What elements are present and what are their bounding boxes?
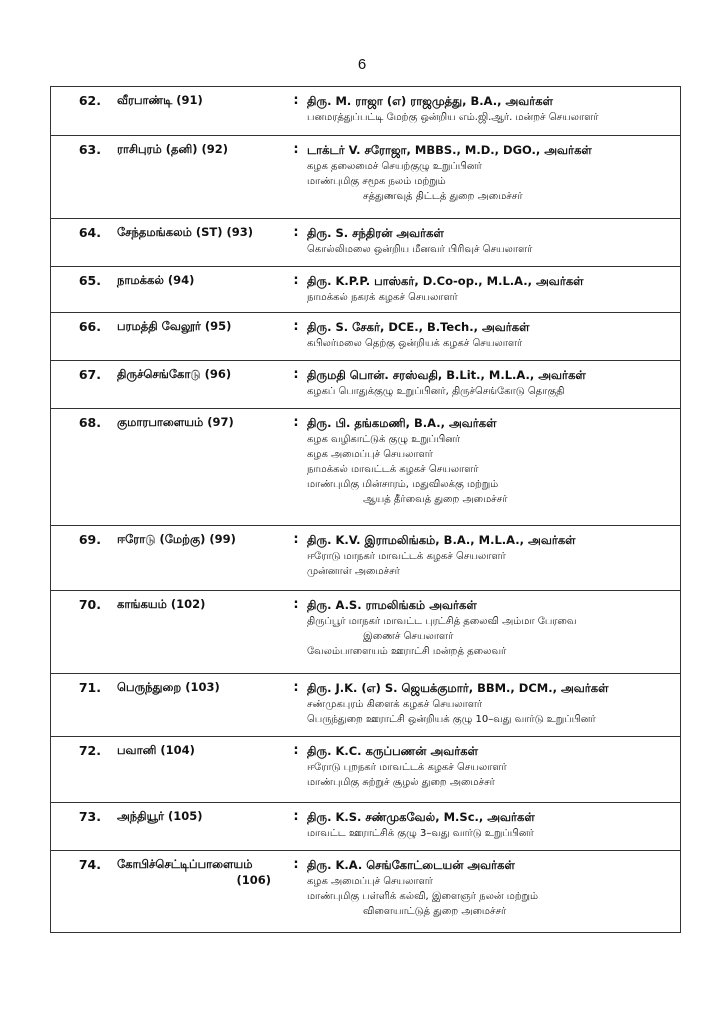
serial-number: 73. (51, 803, 116, 851)
candidate-details (305, 674, 681, 737)
candidate-post: மாவட்ட ஊராட்சிக் குழு 3–வது வார்டு உறுப்பினர் (307, 828, 534, 839)
candidate-post: திருப்பூர் மாநகர் மாவட்ட புரட்சித் தலைவி அம்மா பேரவை (307, 616, 577, 627)
candidate-name: திரு. K.A. செங்கோட்டையன் அவர்கள் (307, 858, 515, 872)
constituency-name: பரமத்தி வேலூர் (95) (115, 313, 287, 361)
table-row (51, 526, 681, 591)
candidate-details (305, 313, 681, 361)
serial-number: 71. (51, 674, 116, 737)
candidate-details (305, 361, 681, 409)
table-row (51, 313, 681, 361)
candidate-details (305, 87, 681, 136)
candidate-post: விளையாட்டுத் துறை அமைச்சர் (363, 906, 507, 917)
serial-number: 62. (51, 87, 116, 136)
candidate-post: கழக வழிகாட்டுக் குழு உறுப்பினர் (307, 434, 461, 445)
colon-separator: : (287, 591, 305, 674)
candidate-post: மாண்புமிகு சமூக நலம் மற்றும் (307, 176, 446, 187)
candidate-post: வேலம்பாளையம் ஊராட்சி மன்றத் தலைவர் (307, 646, 507, 657)
colon-separator: : (287, 87, 305, 136)
constituency-name: அந்தியூர் (105) (115, 803, 287, 851)
candidate-details (305, 219, 681, 267)
candidate-post: மாண்புமிகு சுற்றுச் சூழல் துறை அமைச்சர் (307, 777, 495, 788)
table-row (51, 361, 681, 409)
candidate-details (305, 136, 681, 219)
table-row (51, 267, 681, 313)
colon-separator: : (287, 803, 305, 851)
constituency-name: பெருந்துறை (103) (115, 674, 287, 737)
table-row (51, 674, 681, 737)
colon-separator: : (287, 409, 305, 526)
candidate-post: பெருந்துறை ஊராட்சி ஒன்றியக் குழு 10–வது வார்டு உறுப்பினர் (307, 714, 596, 725)
candidate-post: ஆயத் தீர்வைத் துறை அமைச்சர் (363, 494, 508, 505)
colon-separator: : (287, 219, 305, 267)
candidate-post: இணைச் செயலாளர் (363, 631, 454, 642)
constituency-name: பவானி (104) (115, 737, 287, 803)
candidate-name: திரு. J.K. (எ) S. ஜெயக்குமார், BBM., DCM., அவர்கள் (307, 681, 609, 695)
colon-separator: : (287, 851, 305, 933)
serial-number: 68. (51, 409, 116, 526)
table-row (51, 803, 681, 851)
candidate-post: கொல்லிமலை ஒன்றிய மீனவர் பிரிவுச் செயலாளர் (307, 244, 533, 255)
candidate-name: திரு. K.V. இராமலிங்கம், B.A., M.L.A., அவர்கள் (307, 533, 576, 547)
candidate-details (305, 591, 681, 674)
candidate-name: திரு. K.P.P. பாஸ்கர், D.Co-op., M.L.A., அவர்கள் (307, 274, 584, 288)
candidate-post: பனமரத்துப்பட்டி மேற்கு ஒன்றிய எம்.ஜி.ஆர். மன்றச் செயலாளர் (307, 112, 599, 123)
constituency-name: குமாரபாளையம் (97) (115, 409, 287, 526)
table-row (51, 737, 681, 803)
constituency-name: வீரபாண்டி (91) (115, 87, 287, 136)
candidate-post: கழக தலைமைச் செயற்குழு உறுப்பினர் (307, 161, 482, 172)
table-row (51, 851, 681, 933)
candidate-name: திரு. A.S. ராமலிங்கம் அவர்கள் (307, 598, 477, 612)
constituency-label: கோபிச்செட்டிப்பாளையம் (117, 857, 253, 871)
candidate-details (305, 409, 681, 526)
candidate-post: மாண்புமிகு பள்ளிக் கல்வி, இளைஞர் நலன் மற்றும் (307, 891, 539, 902)
serial-number: 63. (51, 136, 116, 219)
candidate-post: மாண்புமிகு மின்சாரம், மதுவிலக்கு மற்றும் (307, 479, 499, 490)
constituency-number: (106) (236, 873, 271, 887)
constituency-name: சேந்தமங்கலம் (ST) (93) (115, 219, 287, 267)
candidate-name: திரு. S. சந்திரன் அவர்கள் (307, 226, 444, 240)
candidate-post: கழக அமைப்புச் செயலாளர் (307, 449, 433, 460)
serial-number: 66. (51, 313, 116, 361)
candidate-name: திரு. K.C. கருப்பணன் அவர்கள் (307, 744, 478, 758)
colon-separator: : (287, 737, 305, 803)
table-row (51, 219, 681, 267)
candidate-name: திரு. S. சேகர், DCE., B.Tech., அவர்கள் (307, 320, 530, 334)
candidate-post: முன்னாள் அமைச்சர் (307, 566, 400, 577)
serial-number: 67. (51, 361, 116, 409)
candidate-post: கழக அமைப்புச் செயலாளர் (307, 876, 433, 887)
table-row (51, 136, 681, 219)
candidate-table (50, 86, 681, 933)
constituency-name (115, 851, 287, 933)
colon-separator: : (287, 313, 305, 361)
serial-number: 65. (51, 267, 116, 313)
serial-number: 69. (51, 526, 116, 591)
candidate-post: நாமக்கல் மாவட்டக் கழகச் செயலாளர் (307, 464, 479, 475)
constituency-name: திருச்செங்கோடு (96) (115, 361, 287, 409)
candidate-details (305, 803, 681, 851)
table-row (51, 591, 681, 674)
candidate-post: ஈரோடு மாநகர் மாவட்டக் கழகச் செயலாளர் (307, 551, 506, 562)
serial-number: 64. (51, 219, 116, 267)
colon-separator: : (287, 361, 305, 409)
colon-separator: : (287, 674, 305, 737)
constituency-name: காங்கயம் (102) (115, 591, 287, 674)
table-row (51, 87, 681, 136)
candidate-post: கபிலர்மலை தெற்கு ஒன்றியக் கழகச் செயலாளர் (307, 338, 523, 349)
colon-separator: : (287, 136, 305, 219)
candidate-name: திரு. K.S. சண்முகவேல், M.Sc., அவர்கள் (307, 810, 535, 824)
page-number: 6 (357, 56, 367, 73)
constituency-name: நாமக்கல் (94) (115, 267, 287, 313)
candidate-name: திரு. பி. தங்கமணி, B.A., அவர்கள் (307, 416, 497, 430)
candidate-name: திருமதி பொன். சரஸ்வதி, B.Lit., M.L.A., அவர்கள் (307, 368, 586, 382)
candidate-details (305, 267, 681, 313)
candidate-post: கழகப் பொதுக்குழு உறுப்பினர், திருச்செங்கோடு தொகுதி (307, 386, 565, 397)
constituency-name: ஈரோடு (மேற்கு) (99) (115, 526, 287, 591)
candidate-details (305, 526, 681, 591)
candidate-post: ஈரோடு புறநகர் மாவட்டக் கழகச் செயலாளர் (307, 762, 507, 773)
candidate-name: டாக்டர் V. சரோஜா, MBBS., M.D., DGO., அவர்கள் (307, 143, 592, 157)
candidate-post: சண்முகபுரம் கிளைக் கழகச் செயலாளர் (307, 699, 483, 710)
candidate-name: திரு. M. ராஜா (எ) ராஜமுத்து, B.A., அவர்கள் (307, 94, 553, 108)
candidate-post: சத்துணவுத் திட்டத் துறை அமைச்சர் (363, 191, 523, 202)
candidate-details (305, 851, 681, 933)
colon-separator: : (287, 267, 305, 313)
serial-number: 72. (51, 737, 116, 803)
serial-number: 70. (51, 591, 116, 674)
candidate-post: நாமக்கல் நகரக் கழகச் செயலாளர் (307, 292, 458, 303)
colon-separator: : (287, 526, 305, 591)
table-row (51, 409, 681, 526)
serial-number: 74. (51, 851, 116, 933)
candidate-details (305, 737, 681, 803)
constituency-name: ராசிபுரம் (தனி) (92) (115, 136, 287, 219)
